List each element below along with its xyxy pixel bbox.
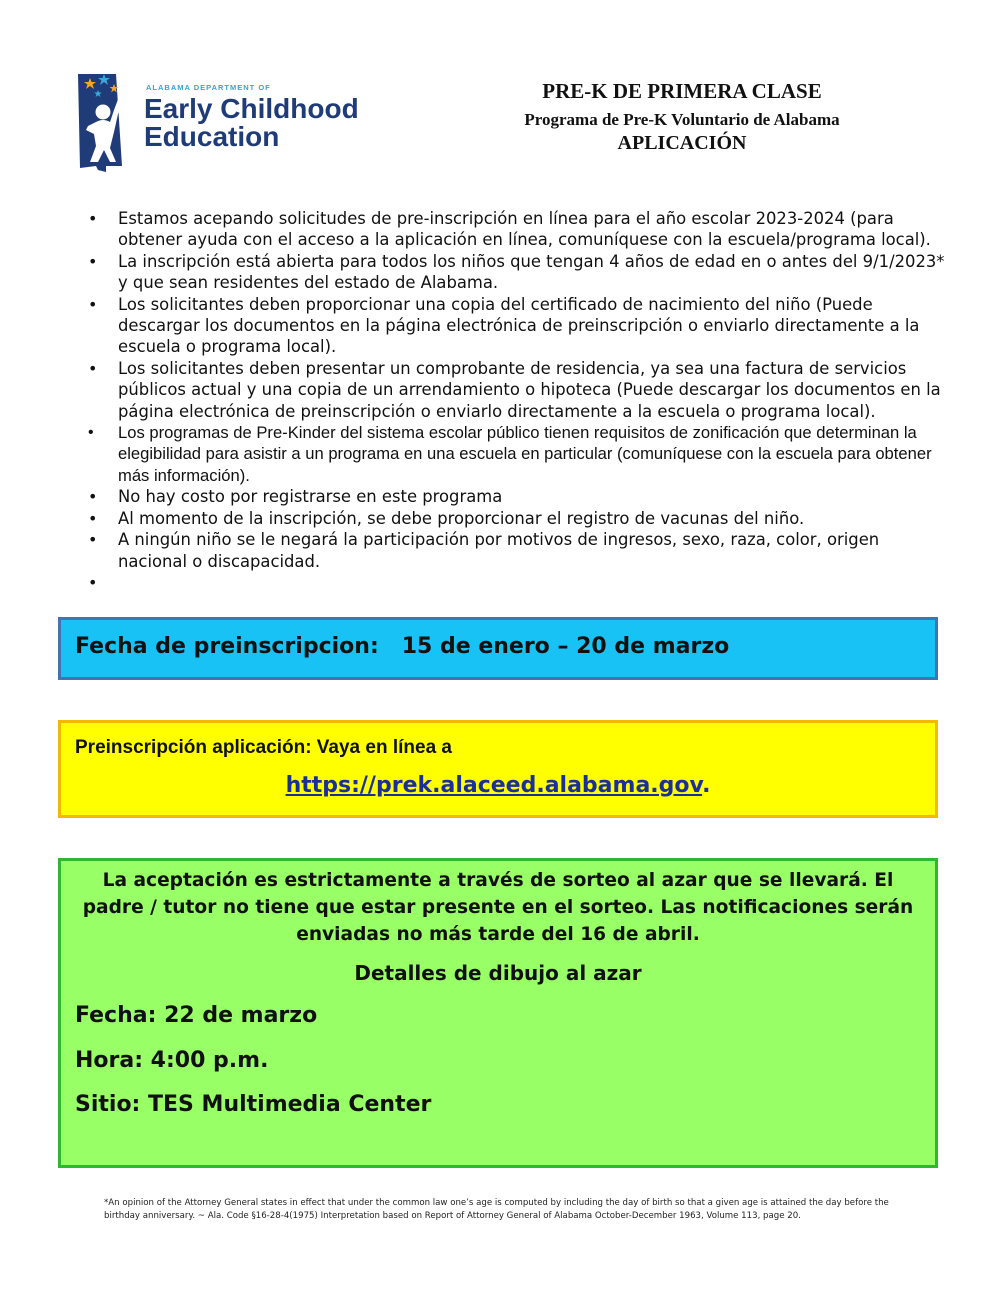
lottery-site: Sitio: TES Multimedia Center bbox=[75, 1092, 432, 1117]
page-subtitle: Programa de Pre-K Voluntario de Alabama bbox=[524, 110, 840, 129]
alabama-child-logo-icon bbox=[76, 70, 140, 174]
list-item: • A ningún niño se le negará la participación por motivos de ingresos, sexo, raza, color, origen nacional o discapacidad. bbox=[88, 529, 948, 572]
list-item: • Al momento de la inscripción, se debe proporcionar el registro de vacunas del niño. bbox=[88, 508, 948, 529]
lottery-date: Fecha: 22 de marzo bbox=[75, 1003, 318, 1028]
logo-line-2: Education bbox=[144, 121, 280, 152]
list-item: • No hay costo por registrarse en este programa bbox=[88, 486, 948, 507]
lottery-subheading: Detalles de dibujo al azar bbox=[354, 961, 642, 985]
list-item: • La inscripción está abierta para todos los niños que tengan 4 años de edad en o antes del 9/1/2023* y que sean residentes del estado de Alabama. bbox=[88, 251, 948, 294]
title-block bbox=[470, 78, 894, 155]
application-lead: Preinscripción aplicación: Vaya en línea a bbox=[75, 737, 452, 758]
application-link[interactable]: https://prek.alaceed.alabama.gov bbox=[285, 773, 703, 798]
list-item: • Los programas de Pre-Kinder del sistema escolar público tienen requisitos de zonificación que determinan la elegibilidad para asistir a un programa en una escuela en particular (comuníquese con la escuela para obtener más información). bbox=[88, 422, 948, 486]
application-url-line bbox=[61, 773, 935, 798]
page-heading: APLICACIÓN bbox=[617, 132, 747, 154]
lottery-time: Hora: 4:00 p.m. bbox=[75, 1048, 269, 1073]
logo-line-1: Early Childhood bbox=[144, 93, 359, 124]
empty-list-item bbox=[88, 572, 948, 594]
registration-dates-box bbox=[58, 617, 938, 680]
list-item: • Los solicitantes deben proporcionar una copia del certificado de nacimiento del niño (Puede descargar los documentos en la página electrónica de preinscripción o enviarlo directamente a la escuela o programa local). bbox=[88, 294, 948, 358]
list-item: • Estamos acepando solicitudes de pre-inscripción en línea para el año escolar 2023-2024 (para obtener ayuda con el acceso a la aplicación en línea, comuníquese con la escuela/programa local). bbox=[88, 208, 948, 251]
lottery-box bbox=[58, 858, 938, 1168]
list-item: • Los solicitantes deben presentar un comprobante de residencia, ya sea una factura de servicios públicos actual y una copia de un arrendamiento o hipoteca (Puede descargar los documentos en la página electrónica de preinscripción o enviarlo directamente a la escuela o programa local). bbox=[88, 358, 948, 422]
registration-dates: Fecha de preinscripcion: 15 de enero – 20 de marzo bbox=[75, 634, 730, 659]
lottery-description: La aceptación es estrictamente a través de sorteo al azar que se llevará. El padre / tutor no tiene que estar presente en el sorteo. Las notificaciones serán enviadas no más tarde del 16 de abril. bbox=[82, 870, 914, 945]
logo bbox=[76, 70, 366, 180]
application-box bbox=[58, 720, 938, 818]
page-title: PRE-K DE PRIMERA CLASE bbox=[542, 79, 822, 103]
requirements-list bbox=[88, 208, 948, 594]
footnote: *An opinion of the Attorney General states in effect that under the common law one’s age is computed by including the day of birth so that a given age is attained the day before the birthday anniversary. ~ Ala. Code §16-28-4(1975) Interpretation based on Report of Attorney General of Alabama October-December 1963, Volume 113, page 20. bbox=[104, 1198, 889, 1221]
url-period: . bbox=[702, 773, 711, 798]
logo-department-label: ALABAMA DEPARTMENT OF bbox=[146, 83, 271, 92]
